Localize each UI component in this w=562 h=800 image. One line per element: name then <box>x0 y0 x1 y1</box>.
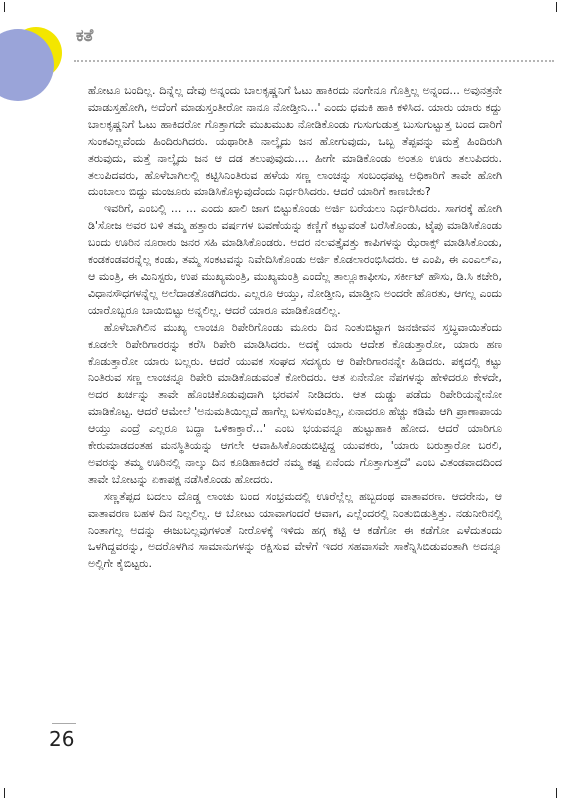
crop-mark <box>4 788 5 798</box>
page-number-rule <box>52 723 76 724</box>
section-title: ಕತೆ <box>76 26 94 46</box>
crop-mark <box>556 2 557 12</box>
page-number: 26 <box>49 727 75 751</box>
paragraph: ಹೋಟೂ ಬಂದಿಲ್ಲ. ದಿನ್ನೆಲ್ಲ ದೇವು ಅನ್ನಂದು ಬಾಲಕೃಷ್ಣನಿಗೆ ಓಟು ಹಾಕಿರದು ನಂಗೇನೂ ಗೊತ್ತಿಲ್ಲ ಅನ್ನಂದ... ಅವುನತ್ರನೇ ಮಾಡುಸ್ತಹೋಗಿ, ಅದೆಂಗೆ ಮಾಡುಸ್ತಂತೀರೋ ನಾನೂ ನೋಡ್ತೀನಿ...' ಎಂದು ಧಮಕಿ ಹಾಕಿ ಕಳಿಸಿದ. ಯಾರು ಯಾರು ಕದ್ದು ಬಾಲಕೃಷ್ಣನಿಗೆ ಓಟು ಹಾಕಿದರೋ ಗೊತ್ತಾಗದೇ ಮುಖಮುಖ ನೋಡಿಕೊಂಡು ಗುಸುಗುಡುತ್ತ ಬುಸುಗುಟ್ಟುತ್ತ ಬಂದ ದಾರಿಗೆ ಸುಂಕವಿಲ್ಲವೆಂದು ಹಿಂದಿರುಗಿದರು. ಯಥಾರೀತಿ ನಾಲ್ಕೈದು ಜನ ಹೋಗುವುದು, ಒಬ್ಬ ತೆಪ್ಪವನ್ನು ಮತ್ತೆ ಹಿಂದಿರುಗಿ ತರುವುದು, ಮತ್ತೆ ನಾಲ್ಕೈದು ಜನ ಆ ದಡ ತಲುಪುವುದು.... ಹೀಗೇ ಮಾಡಿಕೊಂಡು ಅಂತೂ ಊರು ತಲುಪಿದರು. ತಲುಪಿದವರು, ಹೊಳೆಬಾಗಿಲಲ್ಲಿ ಕಟ್ಟಿಸಿನಿಂತಿರುವ ಹಳೆಯ ಸಣ್ಣ ಲಾಂಚನ್ನು ಸಂಬಂಧಪಟ್ಟ ಅಧಿಕಾರಿಗೆ ತಾವೇ ಹೋಗಿ ದುಂಬಾಲು ಬಿದ್ದು ಮಂಜೂರು ಮಾಡಿಸಿಕೊಳ್ಳುವುದೆಂದು ನಿರ್ಧರಿಸಿದರು. ಆದರೆ ಯಾರಿಗೆ ಕಾಣಬೇಕು? <box>88 84 502 199</box>
paragraph: ಇವರಿಗೆ, ಎಂಬಲ್ಲಿ ... ... ಎಂದು ಖಾಲಿ ಜಾಗ ಬಿಟ್ಟುಕೊಂಡು ಅರ್ಜಿ ಬರೆಯಲು ನಿರ್ಧರಿಸಿದರು. ಸಾಗರಕ್ಕೆ ಹೋಗಿ ಡಿ'ಸೋಜ ಅವರ ಬಳಿ ತಮ್ಮ ಹತ್ತಾರು ವರ್ಷಗಳ ಬವಣೆಯನ್ನು ಕಣ್ಣಿಗೆ ಕಟ್ಟುವಂತೆ ಬರೆಸಿಕೊಂಡು, ಟೈಪು ಮಾಡಿಸಿಕೊಂಡು ಬಂದು ಊರಿನ ನೂರಾರು ಜನರ ಸಹಿ ಮಾಡಿಸಿಕೊಂಡರು. ಅದರ ನಲವತ್ತೈವತ್ತು ಕಾಪಿಗಳನ್ನು ಝೆರಾಕ್ಸ್ ಮಾಡಿಸಿಕೊಂಡು, ಕಂಡಕಂಡವರನ್ನೆಲ್ಲ ಕಂಡು, ತಮ್ಮ ಸಂಕಟವನ್ನು ನಿವೇದಿಸಿಕೊಂಡು ಅರ್ಜಿ ಕೊಡಲಾರಂಭಿಸಿದರು. ಆ ಎಂಪಿ, ಈ ಎಂಎಲ್‌ಎ, ಆ ಮಂತ್ರಿ, ಈ ಮಿನಿಸ್ಟರು, ಉಪ ಮುಖ್ಯಮಂತ್ರಿ, ಮುಖ್ಯಮಂತ್ರಿ ಎಂದೆಲ್ಲ ತಾಲ್ಲೂಕಾಫೀಸು, ಸರ್ಕೀಟ್ ಹೌಸು, ಡಿ.ಸಿ ಕಚೇರಿ, ವಿಧಾನಸೌಧಗಳನ್ನೆಲ್ಲ ಅಲೆದಾಡತೊಡಗಿದರು. ಎಲ್ಲರೂ ಆಯ್ತು, ನೋಡ್ತೀನಿ, ಮಾಡ್ತೀನಿ ಅಂದರೇ ಹೊರತು, ಆಗಲ್ಲ ಎಂದು ಯಾರೊಬ್ಬರೂ ಬಾಯಿಬಿಟ್ಟು ಅನ್ನಲಿಲ್ಲ. ಆದರೆ ಯಾರೂ ಮಾಡಿಕೊಡಲಿಲ್ಲ. <box>88 202 502 317</box>
crop-mark <box>4 2 5 12</box>
decorative-circles <box>0 25 80 105</box>
paragraph: ಸಣ್ಣತೆಪ್ಪದ ಬದಲು ದೊಡ್ಡ ಲಾಂಚು ಬಂದ ಸಂಭ್ರಮದಲ್ಲಿ ಊರೆಲ್ಲೆಲ್ಲ ಹಬ್ಬದಂಥ ವಾತಾವರಣ. ಆದರೇನು, ಆ ವಾತಾವರಣ ಬಹಳ ದಿನ ನಿಲ್ಲಲಿಲ್ಲ. ಆ ಬೋಟು ಯಾವಾಗಂದರೆ ಆವಾಗ, ಎಲ್ಲೆಂದರಲ್ಲಿ ನಿಂತುಬಿಡುತ್ತಿತ್ತು. ನಡುನೀರಿನಲ್ಲಿ ನಿಂತಾಗಲ್ಲ ಅದನ್ನು ಈಜುಬಲ್ಲವುಗಳಂತೆ ನೀರೊಳಕ್ಕೆ ಇಳಿದು ಹಗ್ಗ ಕಟ್ಟಿ ಆ ಕಡೆಗೋ ಈ ಕಡೆಗೋ ಎಳೆದುತಂದು ಒಳಗಿದ್ದವರನ್ನು, ಅದರೊಳಗಿನ ಸಾಮಾನುಗಳನ್ನು ರಕ್ಷಿಸುವ ವೇಳೆಗೆ ಇದರ ಸಹವಾಸವೇ ಸಾಕೆನ್ನಿಸಿಬಿಡುವಂತಾಗಿ ಅದನ್ನೂ ಅಲ್ಲಿಗೇ ಕೈಬಿಟ್ಟರು. <box>88 489 502 571</box>
crop-mark <box>556 788 557 798</box>
paragraph: ಹೊಳೆಬಾಗಿಲಿನ ಮುಖ್ಯ ಲಾಂಚೂ ರಿಪೇರಿಗೊಂಡು ಮೂರು ದಿನ ನಿಂತುಬಿಟ್ಟಾಗ ಜನಜೀವನ ಸ್ತಬ್ಧವಾಯಿತೆಂದು ಕೂಡಲೇ ರಿಪೇರಿಗಾರರನ್ನು ಕರೆಸಿ ರಿಪೇರಿ ಮಾಡಿಸಿದರು. ಅದಕ್ಕೆ ಯಾರು ಆದೇಶ ಕೊಡುತ್ತಾರೋ, ಯಾರು ಹಣ ಕೊಡುತ್ತಾರೋ ಯಾರು ಬಲ್ಲರು. ಆದರೆ ಯುವಕ ಸಂಘದ ಸದಸ್ಯರು ಆ ರಿಪೇರಿಗಾರನನ್ನೇ ಹಿಡಿದರು. ಪಕ್ಕದಲ್ಲಿ ಕಟ್ಟು ನಿಂತಿರುವ ಸಣ್ಣ ಲಾಂಚನ್ನೂ ರಿಪೇರಿ ಮಾಡಿಕೊಡುವಂತೆ ಕೋರಿದರು. ಆತ ಏನೇನೋ ನೆಪಗಳನ್ನು ಹೇಳಿದರೂ ಕೇಳದೇ, ಅದರ ಖರ್ಚನ್ನು ತಾವೇ ಹೊಂಚಿಕೊಡುವುದಾಗಿ ಭರವಸೆ ನೀಡಿದರು. ಆತ ದುಡ್ಡು ಪಡೆದು ರಿಪೇರಿಯನ್ನೇನೋ ಮಾಡಿಕೊಟ್ಟ. ಆದರೆ ಆಮೇಲೆ 'ಅನುಮತಿಯಿಲ್ಲದೆ ಹಾಗೆಲ್ಲ ಬಳಸುವಂತಿಲ್ಲ, ಏನಾದರೂ ಹೆಚ್ಚು ಕಡಿಮೆ ಆಗಿ ಪ್ರಾಣಾಪಾಯ ಆಯ್ತು ಎಂದ್ರೆ ಎಲ್ಲರೂ ಬದ್ದಾ ಒಳಿಕಾಕ್ತಾರೆ...' ಎಂಬ ಭಯವನ್ನೂ ಹುಟ್ಟುಹಾಕಿ ಹೋದ. ಆದರೆ ಯಾರಿಗೂ ಕೇರುಮಾಡದಂತಹ ಮನಸ್ಥಿತಿಯನ್ನು ಆಗಲೇ ಆವಾಹಿಸಿಕೊಂಡುಬಿಟ್ಟಿದ್ದ ಯುವಕರು, 'ಯಾರು ಬರುತ್ತಾರೋ ಬರಲಿ, ಅವರನ್ನು ತಮ್ಮ ಊರಿನಲ್ಲಿ ನಾಲ್ಕು ದಿನ ಕೂಡಿಹಾಕಿದರೆ ನಮ್ಮ ಕಷ್ಟ ಏನೆಂದು ಗೊತ್ತಾಗುತ್ತದೆ' ಎಂಬ ವಿತಂಡವಾದದಿಂದ ತಾವೇ ಬೋಟನ್ನು ಏಕಾಪಕ್ಷ ನಡೆಸಿಕೊಂಡು ಹೋದರು. <box>88 320 502 486</box>
body-text <box>88 83 502 573</box>
header-dotted-rule <box>74 60 554 62</box>
